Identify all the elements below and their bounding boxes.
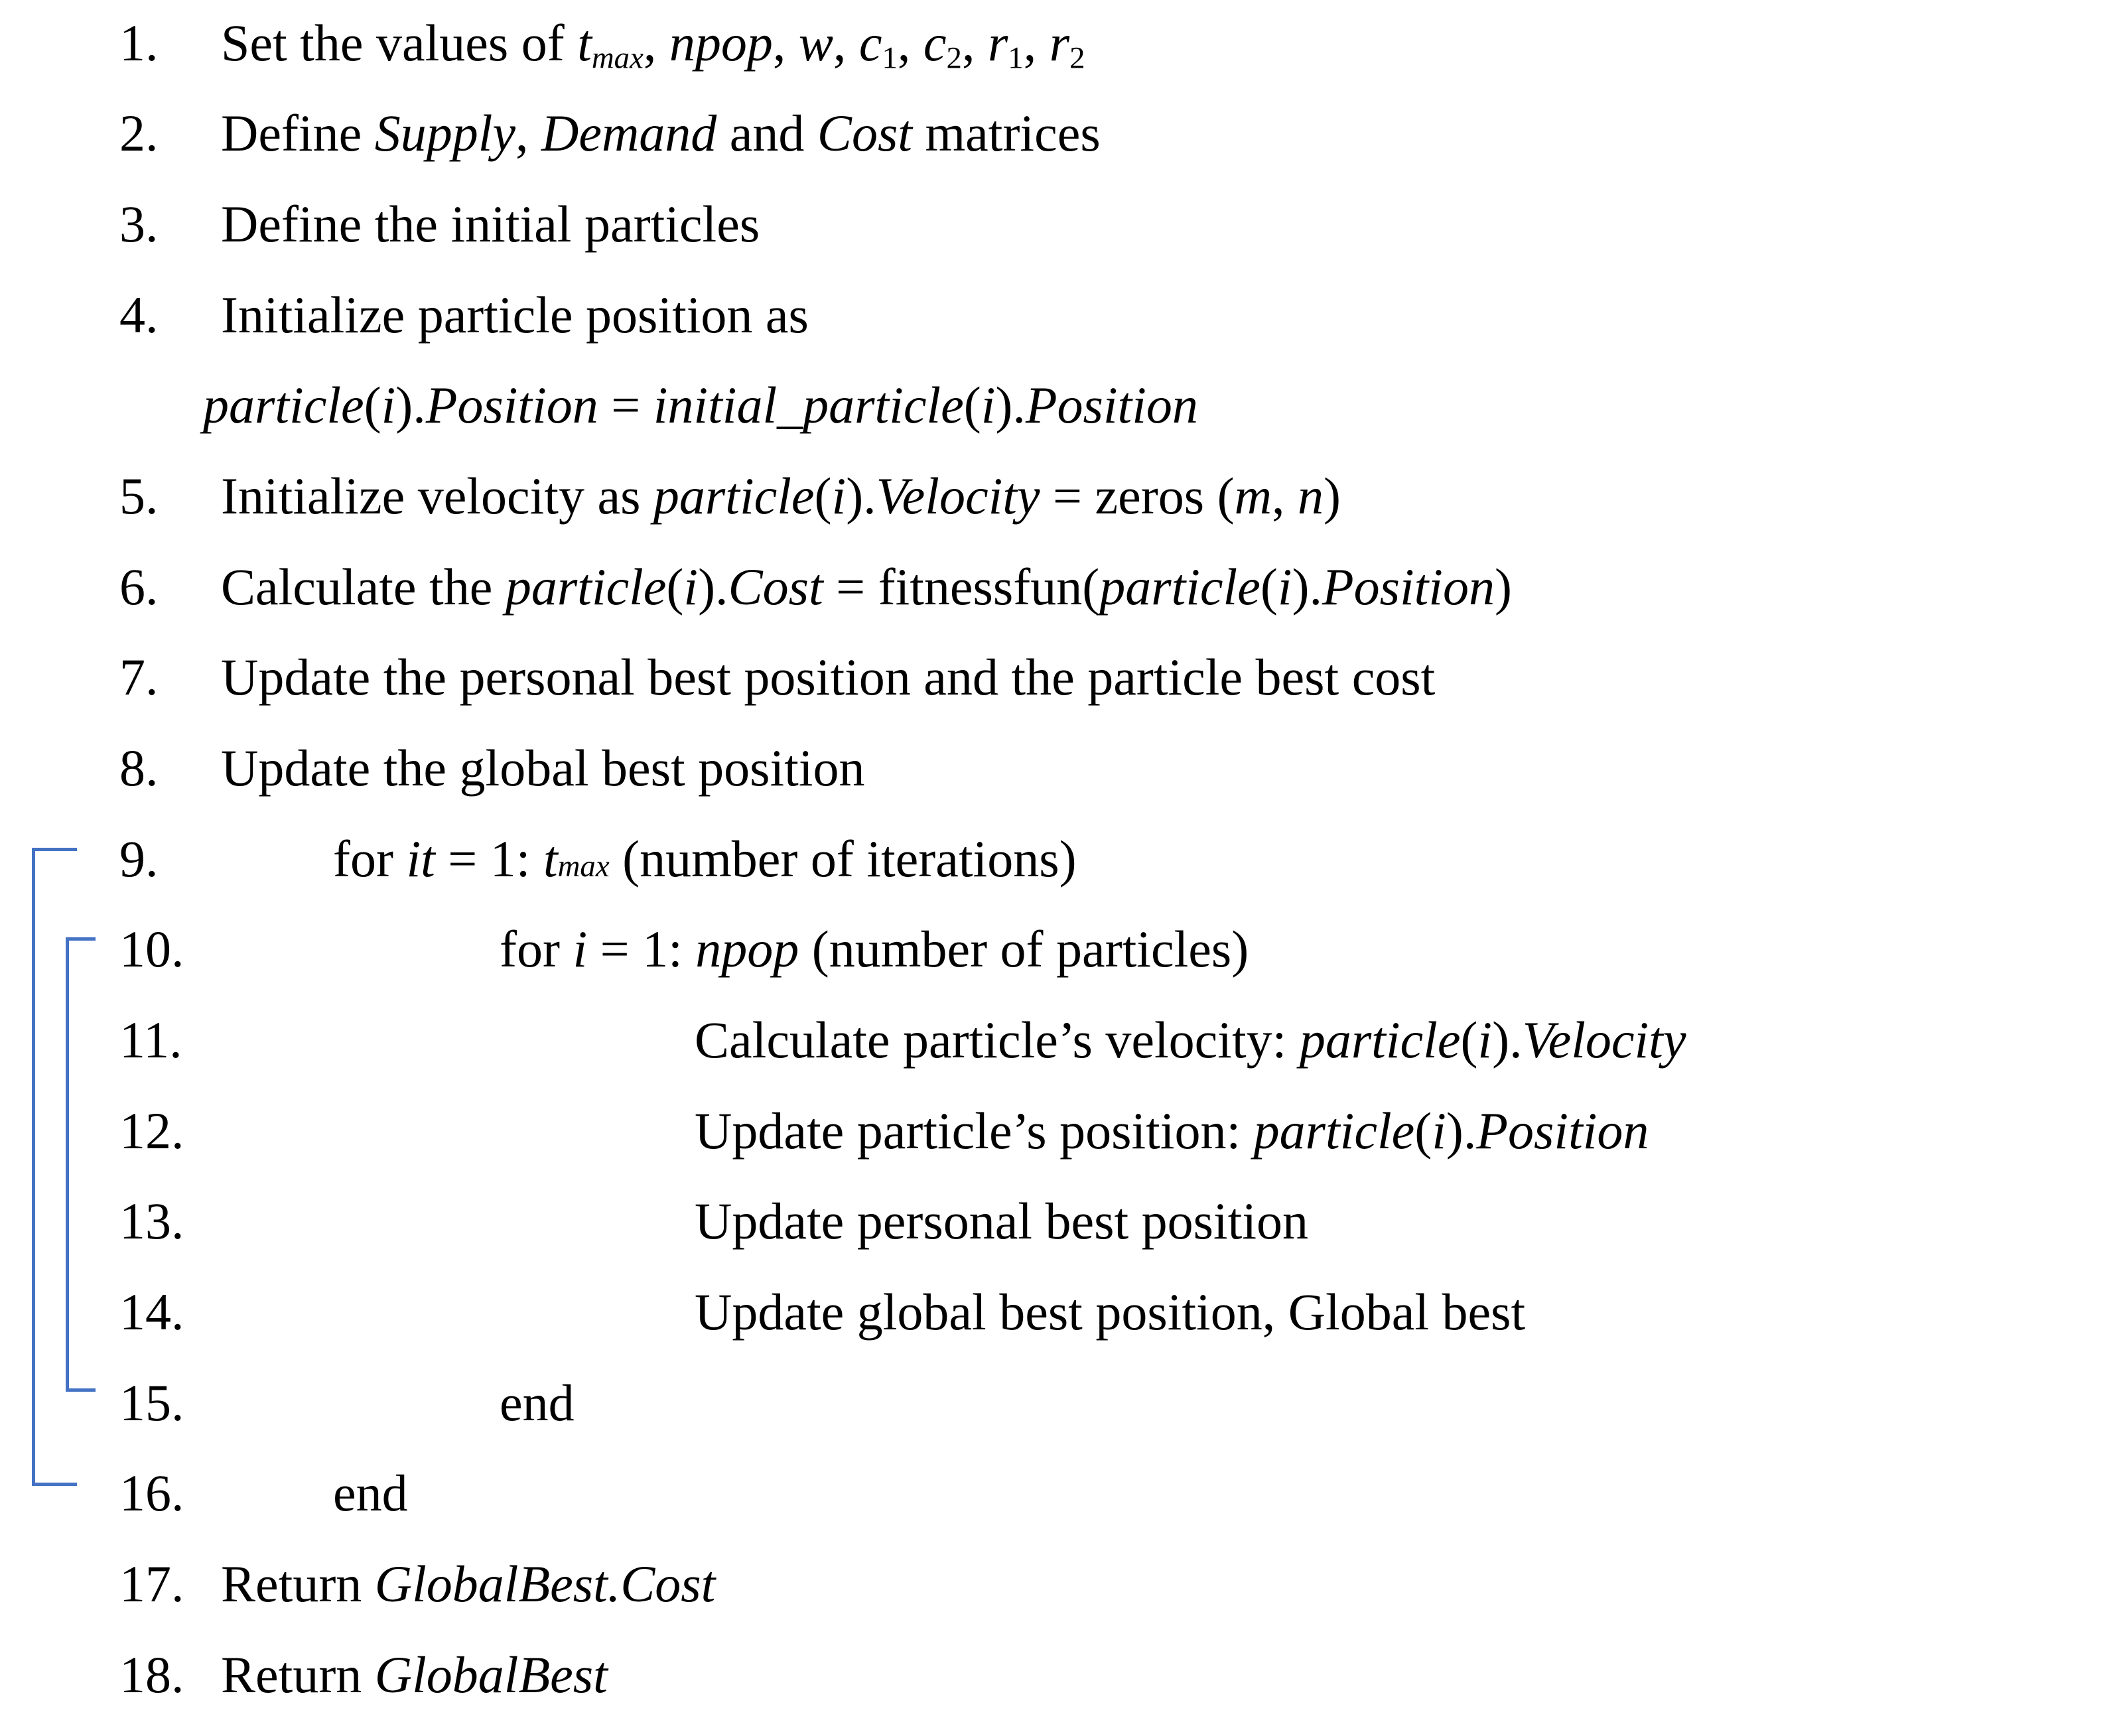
text-fragment: max	[591, 40, 644, 76]
text-fragment: ).	[1446, 1102, 1477, 1160]
text-fragment: Demand	[541, 104, 717, 162]
algorithm-line	[0, 1645, 2111, 1736]
text-fragment: Velocity	[876, 467, 1040, 525]
line-number: 1.	[119, 14, 159, 72]
text-fragment: Update personal best position	[695, 1192, 1308, 1250]
text-fragment: = fitnessfun(	[823, 558, 1100, 616]
text-fragment: n	[1297, 467, 1324, 525]
line-number: 12.	[119, 1102, 184, 1160]
line-number: 8.	[119, 739, 159, 797]
line-number: 16.	[119, 1464, 184, 1522]
text-fragment: matrices	[912, 104, 1101, 162]
text-fragment: Supply	[374, 104, 516, 162]
algorithm-line	[0, 1010, 2111, 1101]
text-fragment: ).	[846, 467, 876, 525]
algorithm-line	[0, 466, 2111, 557]
text-fragment: 2	[946, 40, 962, 76]
line-text	[500, 1373, 575, 1433]
text-fragment: m	[1234, 467, 1272, 525]
text-fragment: Update the global best position	[221, 739, 865, 797]
text-fragment: Position	[1476, 1102, 1649, 1160]
text-fragment: ).	[395, 376, 426, 434]
line-number: 18.	[119, 1646, 184, 1703]
text-fragment: ).	[1292, 558, 1322, 616]
line-text	[695, 1010, 1686, 1070]
text-fragment: i	[1277, 558, 1292, 616]
line-text	[221, 1554, 715, 1614]
text-fragment: ).	[698, 558, 728, 616]
text-fragment: i	[381, 376, 396, 434]
text-fragment: = 1:	[587, 920, 696, 978]
text-fragment: (	[364, 376, 381, 434]
text-fragment: particle	[1299, 1011, 1461, 1069]
line-text	[500, 919, 1249, 979]
line-number: 9.	[119, 830, 159, 888]
text-fragment: 1	[1008, 40, 1024, 76]
text-fragment: (	[963, 376, 981, 434]
line-text	[221, 285, 809, 345]
line-text	[695, 1191, 1308, 1251]
text-fragment: (	[1460, 1011, 1478, 1069]
line-number: 2.	[119, 104, 159, 162]
text-fragment: ,	[833, 14, 859, 72]
line-number: 13.	[119, 1192, 184, 1250]
line-text	[221, 466, 1341, 526]
line-text	[221, 647, 1435, 707]
text-fragment: initial_particle	[653, 376, 964, 434]
text-fragment: Position	[425, 376, 598, 434]
text-fragment: i	[981, 376, 996, 434]
line-text	[203, 375, 1198, 435]
text-fragment: ,	[1271, 467, 1298, 525]
text-fragment: =	[598, 376, 653, 434]
text-fragment: and	[716, 104, 817, 162]
algorithm-line	[0, 103, 2111, 194]
line-text	[333, 1463, 408, 1523]
text-fragment: i	[683, 558, 699, 616]
text-fragment: GlobalBest	[374, 1646, 608, 1703]
line-number: 7.	[119, 648, 159, 706]
algorithm-line	[0, 1373, 2111, 1464]
text-fragment: (	[814, 467, 832, 525]
text-fragment: Position	[1322, 558, 1495, 616]
text-fragment: ,	[643, 14, 669, 72]
text-fragment: Initialize velocity as	[221, 467, 653, 525]
text-fragment: (	[1260, 558, 1278, 616]
text-fragment: (	[1414, 1102, 1432, 1160]
text-fragment: = zeros (	[1040, 467, 1235, 525]
algorithm-line	[0, 375, 2111, 466]
text-fragment: end	[333, 1464, 408, 1522]
algorithm-line	[0, 285, 2111, 376]
text-fragment: r	[987, 14, 1008, 72]
text-fragment: GlobalBest.Cost	[374, 1555, 716, 1613]
line-number: 17.	[119, 1555, 184, 1613]
text-fragment: i	[573, 920, 588, 978]
line-text	[221, 738, 865, 798]
text-fragment: w	[798, 14, 833, 72]
text-fragment: i	[1477, 1011, 1493, 1069]
line-number: 4.	[119, 286, 159, 344]
text-fragment: c	[858, 14, 882, 72]
text-fragment: Update particle’s position:	[695, 1102, 1254, 1160]
algorithm-line	[0, 1282, 2111, 1373]
text-fragment: Set the values of	[221, 14, 578, 72]
text-fragment: ,	[1023, 14, 1050, 72]
line-number: 11.	[119, 1011, 182, 1069]
text-fragment: Return	[221, 1646, 375, 1703]
text-fragment: Return	[221, 1555, 375, 1613]
text-fragment: npop	[695, 920, 799, 978]
text-fragment: particle	[653, 467, 815, 525]
line-number: 15.	[119, 1374, 184, 1432]
line-number: 5.	[119, 467, 159, 525]
text-fragment: ,	[772, 14, 799, 72]
text-fragment: )	[1323, 467, 1341, 525]
algorithm-line	[0, 557, 2111, 648]
line-number: 10.	[119, 920, 184, 978]
text-fragment: Velocity	[1522, 1011, 1686, 1069]
text-fragment: r	[1049, 14, 1070, 72]
text-fragment: ).	[1492, 1011, 1523, 1069]
text-fragment: )	[1494, 558, 1512, 616]
text-fragment: particle	[505, 558, 667, 616]
algorithm-line	[0, 1191, 2111, 1282]
text-fragment: Cost	[817, 104, 912, 162]
algorithm-line	[0, 194, 2111, 285]
text-fragment: Update global best position, Global best	[695, 1283, 1526, 1341]
text-fragment: end	[500, 1374, 575, 1432]
text-fragment: it	[406, 830, 435, 888]
text-fragment: c	[923, 14, 947, 72]
text-fragment: ).	[995, 376, 1026, 434]
line-text	[221, 557, 1512, 617]
text-fragment: Update the personal best position and the particle best cost	[221, 648, 1436, 706]
line-text	[695, 1282, 1525, 1342]
text-fragment: Calculate particle’s velocity:	[695, 1011, 1300, 1069]
text-fragment: max	[557, 849, 610, 884]
text-fragment: (	[666, 558, 684, 616]
text-fragment: for	[500, 920, 573, 978]
text-fragment: npop	[669, 14, 773, 72]
text-fragment: = 1:	[435, 830, 543, 888]
text-fragment: for	[333, 830, 407, 888]
line-text	[221, 13, 1085, 76]
algorithm-line	[0, 1463, 2111, 1554]
text-fragment: ,	[961, 14, 988, 72]
text-fragment: (number of particles)	[799, 920, 1249, 978]
line-number: 6.	[119, 558, 159, 616]
text-fragment: particle	[1099, 558, 1260, 616]
text-fragment: i	[1432, 1102, 1446, 1160]
line-text	[221, 103, 1101, 163]
text-fragment: particle	[203, 376, 364, 434]
text-fragment: ,	[515, 104, 542, 162]
text-fragment: (number of iterations)	[609, 830, 1077, 888]
algorithm-line	[0, 647, 2111, 738]
text-fragment: t	[577, 14, 592, 72]
text-fragment: Cost	[728, 558, 823, 616]
algorithm-line	[0, 738, 2111, 829]
line-text	[333, 829, 1077, 889]
algorithm-line	[0, 1101, 2111, 1192]
text-fragment: Position	[1025, 376, 1198, 434]
text-fragment: ,	[897, 14, 923, 72]
text-fragment: 2	[1069, 40, 1085, 76]
algorithm-line	[0, 1554, 2111, 1645]
algorithm-line	[0, 919, 2111, 1010]
text-fragment: 1	[882, 40, 898, 76]
line-text	[695, 1101, 1649, 1161]
line-number: 3.	[119, 195, 159, 253]
text-fragment: particle	[1253, 1102, 1415, 1160]
text-fragment: t	[543, 830, 558, 888]
line-text	[221, 194, 760, 254]
algorithm-line	[0, 829, 2111, 920]
algorithm-line	[0, 13, 2111, 104]
text-fragment: i	[831, 467, 847, 525]
text-fragment: Calculate the	[221, 558, 506, 616]
text-fragment: Initialize particle position as	[221, 286, 809, 344]
text-fragment: Define the initial particles	[221, 195, 760, 253]
inner-loop-bracket	[66, 937, 96, 1392]
text-fragment: Define	[221, 104, 375, 162]
line-number: 14.	[119, 1283, 184, 1341]
